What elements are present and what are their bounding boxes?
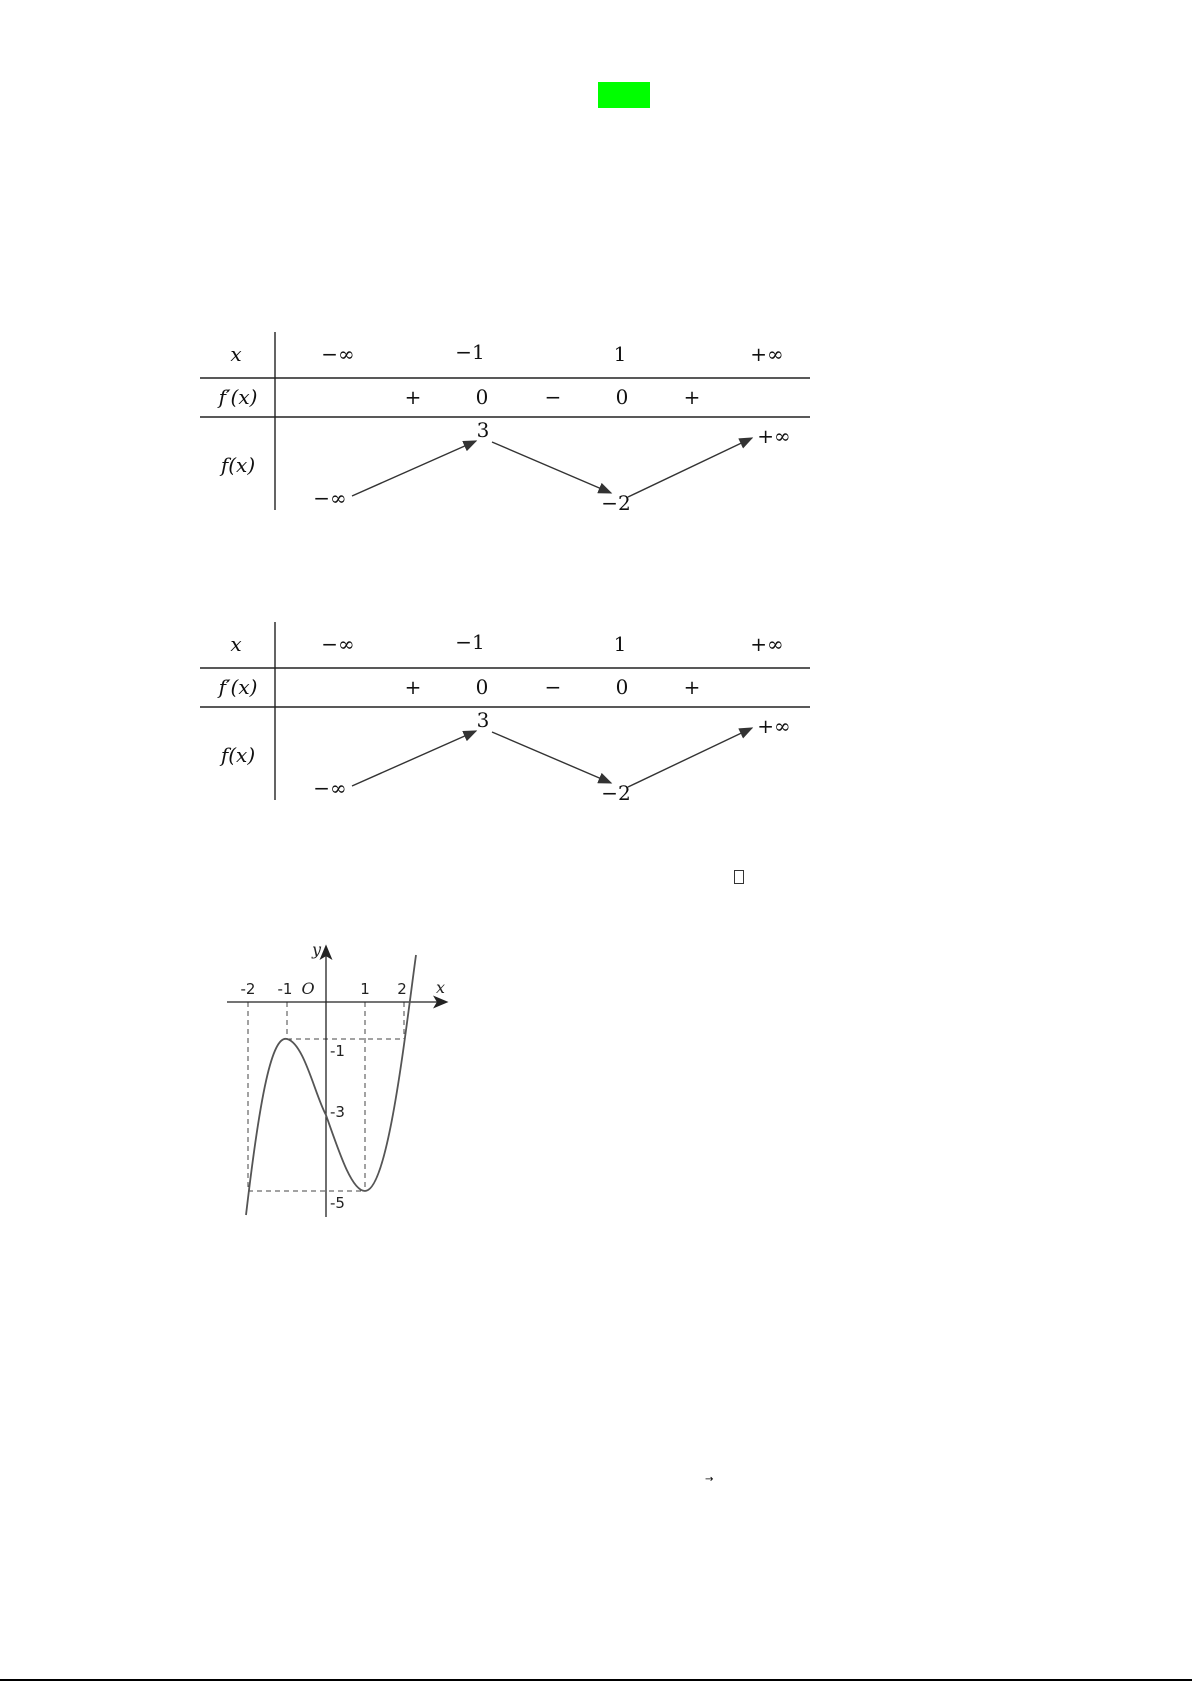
header-x: x [230, 342, 242, 366]
x-value: 1 [613, 342, 627, 366]
variation-table-2 [200, 620, 810, 805]
x-value: −1 [455, 340, 485, 364]
axis-x-label: x [436, 978, 446, 997]
fprime-sign: + [683, 675, 701, 699]
fprime-sign: + [683, 385, 701, 409]
increasing-arrow [352, 731, 476, 786]
x-tick-label: -1 [277, 980, 293, 998]
f-value: −∞ [313, 776, 347, 800]
fprime-sign: − [544, 385, 562, 409]
f-value: −2 [601, 491, 631, 515]
header-f: f(x) [220, 743, 256, 767]
f-value: 3 [476, 708, 490, 732]
header-f: f(x) [220, 453, 256, 477]
origin-label: O [301, 979, 315, 998]
f-value: −∞ [313, 486, 347, 510]
y-tick-label: -5 [330, 1194, 345, 1212]
x-value: 1 [613, 632, 627, 656]
x-tick-label: 2 [397, 980, 407, 998]
axis-y-label: y [312, 940, 322, 959]
fprime-zero: 0 [615, 675, 629, 699]
variation-table-1 [200, 330, 810, 515]
page-bottom-rule [0, 1679, 1192, 1681]
header-x: x [230, 632, 242, 656]
x-tick-label: -2 [240, 980, 256, 998]
decreasing-arrow [492, 732, 611, 783]
x-value: +∞ [750, 632, 784, 656]
fprime-sign: − [544, 675, 562, 699]
f-value: −2 [601, 781, 631, 805]
increasing-arrow [628, 438, 752, 497]
x-value: −∞ [321, 342, 355, 366]
header-fprime: f′(x) [218, 675, 258, 699]
cubic-curve [246, 955, 416, 1215]
x-value: −∞ [321, 632, 355, 656]
decreasing-arrow [492, 442, 611, 493]
function-graph [220, 935, 460, 1225]
f-value: +∞ [757, 424, 791, 448]
x-tick-label: 1 [360, 980, 370, 998]
fprime-zero: 0 [475, 675, 489, 699]
arrow-glyph: → [705, 1474, 714, 1485]
header-fprime: f′(x) [218, 385, 258, 409]
missing-glyph-box [734, 870, 744, 884]
y-tick-label: -3 [330, 1103, 345, 1121]
fprime-zero: 0 [615, 385, 629, 409]
green-highlight [598, 82, 650, 108]
f-value: +∞ [757, 714, 791, 738]
fprime-zero: 0 [475, 385, 489, 409]
x-value: +∞ [750, 342, 784, 366]
increasing-arrow [628, 728, 752, 787]
f-value: 3 [476, 418, 490, 442]
x-value: −1 [455, 630, 485, 654]
increasing-arrow [352, 441, 476, 496]
fprime-sign: + [404, 675, 422, 699]
y-tick-label: -1 [330, 1042, 345, 1060]
fprime-sign: + [404, 385, 422, 409]
